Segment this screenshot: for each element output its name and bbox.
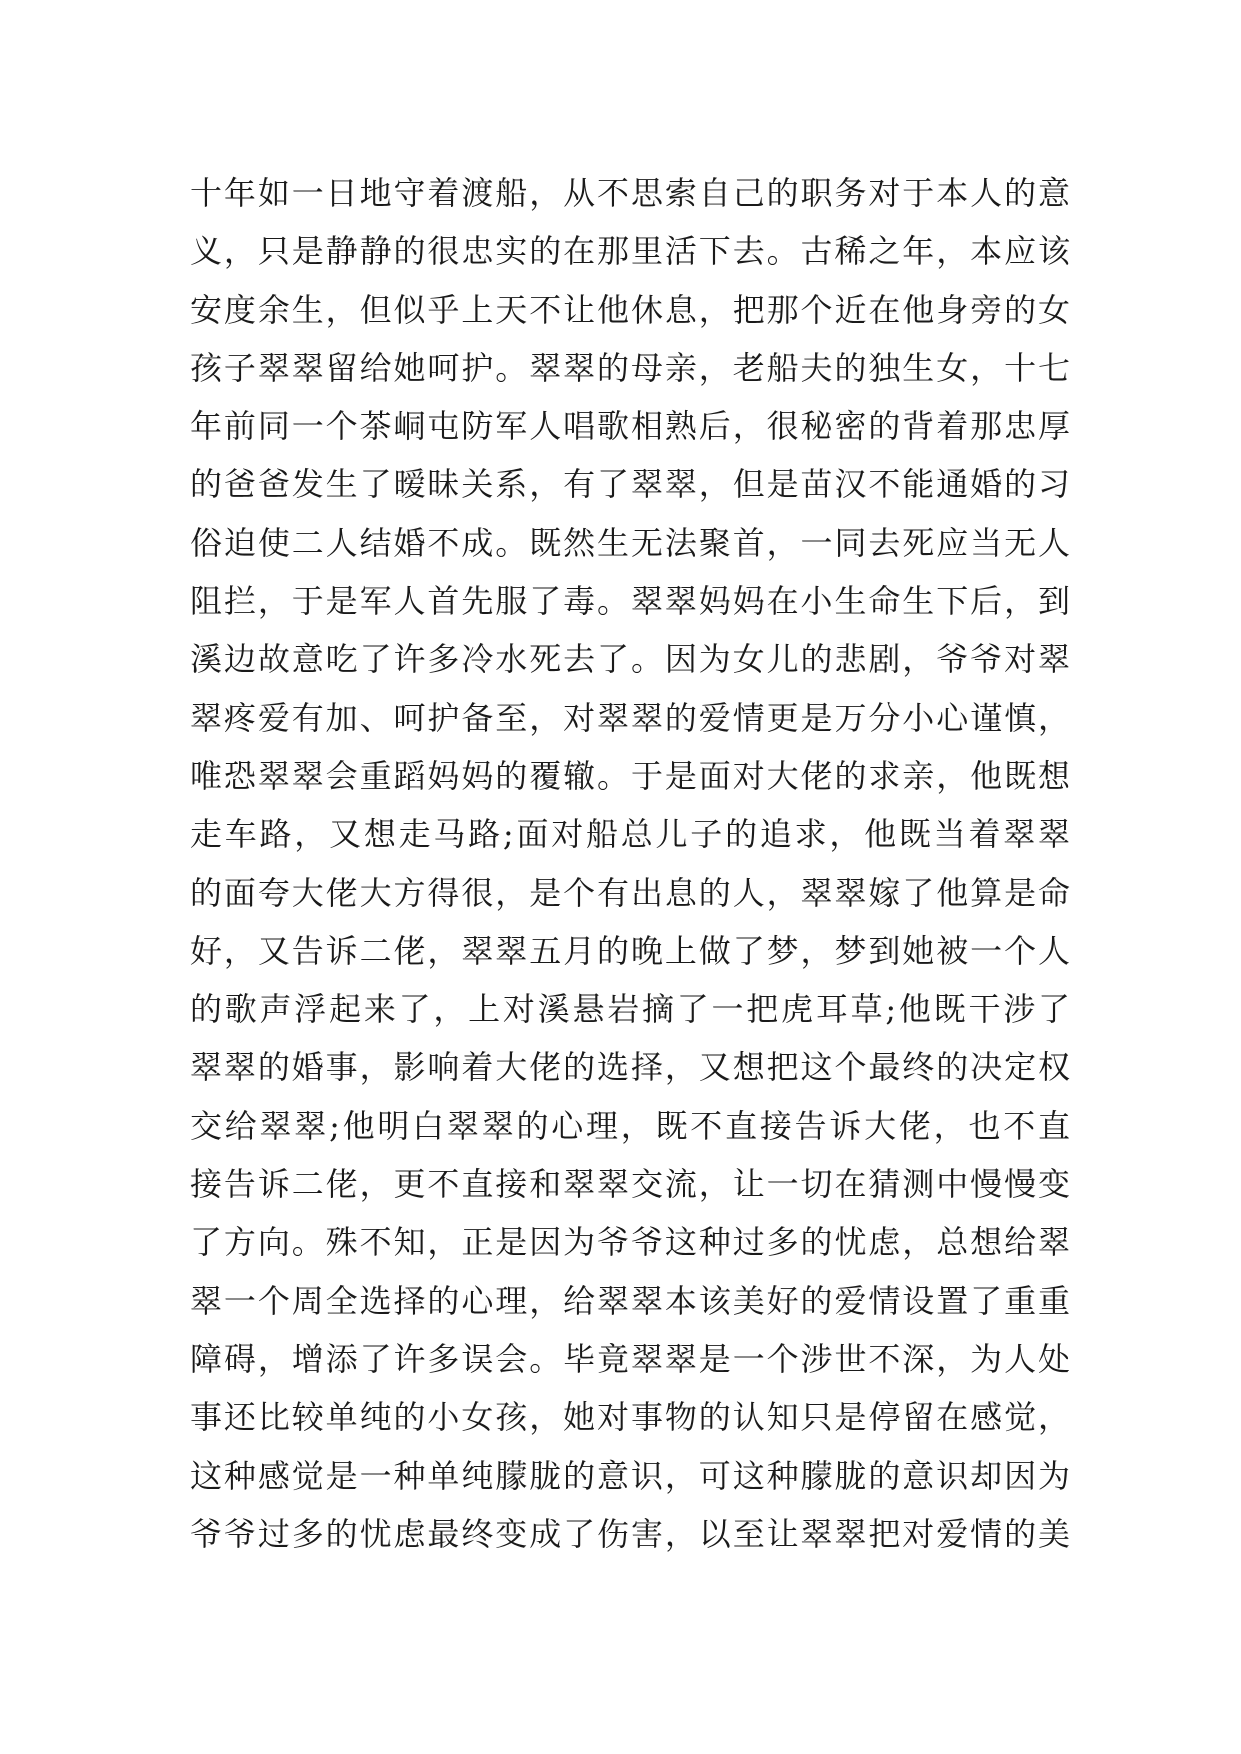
text-line: 好，又告诉二佬，翠翠五月的晚上做了梦，梦到她被一个人 xyxy=(190,931,1070,970)
text-line: 的爸爸发生了暧昧关系，有了翠翠，但是苗汉不能通婚的习 xyxy=(190,465,1070,504)
text-line: 障碍，增添了许多误会。毕竟翠翠是一个涉世不深，为人处 xyxy=(190,1339,1070,1378)
text-line: 爷爷过多的忧虑最终变成了伤害，以至让翠翠把对爱情的美 xyxy=(190,1514,1070,1553)
text-line: 阻拦，于是军人首先服了毒。翠翠妈妈在小生命生下后，到 xyxy=(190,582,1070,621)
text-line: 溪边故意吃了许多冷水死去了。因为女儿的悲剧，爷爷对翠 xyxy=(190,640,1070,679)
text-line: 翠疼爱有加、呵护备至，对翠翠的爱情更是万分小心谨慎， xyxy=(190,698,1070,737)
text-line: 孩子翠翠留给她呵护。翠翠的母亲，老船夫的独生女，十七 xyxy=(190,348,1070,387)
text-line: 事还比较单纯的小女孩，她对事物的认知只是停留在感觉， xyxy=(190,1398,1070,1437)
text-line: 交给翠翠;他明白翠翠的心理，既不直接告诉大佬，也不直 xyxy=(190,1106,1070,1145)
text-line: 俗迫使二人结婚不成。既然生无法聚首，一同去死应当无人 xyxy=(190,523,1070,562)
text-line: 年前同一个茶峒屯防军人唱歌相熟后，很秘密的背着那忠厚 xyxy=(190,407,1070,446)
text-line: 这种感觉是一种单纯朦胧的意识，可这种朦胧的意识却因为 xyxy=(190,1456,1070,1495)
text-line: 的歌声浮起来了，上对溪悬岩摘了一把虎耳草;他既干涉了 xyxy=(190,990,1070,1029)
text-line: 唯恐翠翠会重蹈妈妈的覆辙。于是面对大佬的求亲，他既想 xyxy=(190,756,1070,795)
text-line: 翠翠的婚事，影响着大佬的选择，又想把这个最终的决定权 xyxy=(190,1048,1070,1087)
text-line: 翠一个周全选择的心理，给翠翠本该美好的爱情设置了重重 xyxy=(190,1281,1070,1320)
text-line: 接告诉二佬，更不直接和翠翠交流，让一切在猜测中慢慢变 xyxy=(190,1165,1070,1204)
text-line: 了方向。殊不知，正是因为爷爷这种过多的忧虑，总想给翠 xyxy=(190,1223,1070,1262)
text-line: 十年如一日地守着渡船，从不思索自己的职务对于本人的意 xyxy=(190,174,1070,212)
text-line: 安度余生，但似乎上天不让他休息，把那个近在他身旁的女 xyxy=(190,290,1070,329)
text-line: 走车路，又想走马路;面对船总儿子的追求，他既当着翠翠 xyxy=(190,815,1070,854)
text-line: 的面夸大佬大方得很，是个有出息的人，翠翠嫁了他算是命 xyxy=(190,873,1070,912)
body-paragraph xyxy=(190,164,1070,1563)
text-line: 义，只是静静的很忠实的在那里活下去。古稀之年，本应该 xyxy=(190,232,1070,271)
